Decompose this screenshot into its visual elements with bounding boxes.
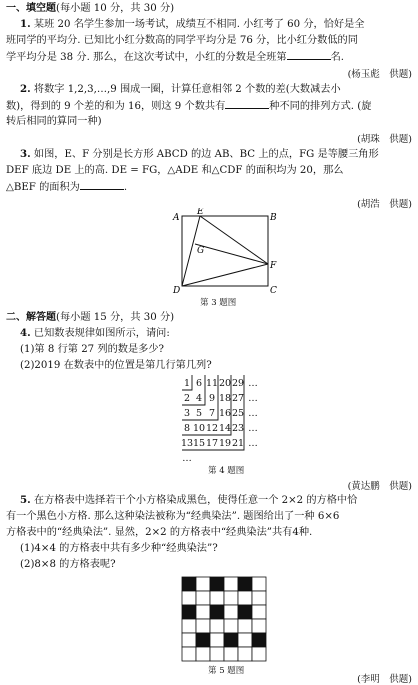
q2-line-3: 转后相同的算同一种) xyxy=(6,116,102,127)
table-cell: 29 xyxy=(231,378,245,389)
q3-answer-blank[interactable] xyxy=(80,180,124,190)
q2-line-2: 数)，得到的 9 个差的和为 16，则这 9 个数共有 xyxy=(6,101,226,112)
q1-line-2: 班同学的平均分. 已知比小红分数高的同学平均分是 76 分，比小红分数低的同 xyxy=(6,35,358,46)
section-answer-header xyxy=(6,311,174,324)
section-answer-title: 二、解答题 xyxy=(6,312,56,323)
table-cell: 11 xyxy=(205,378,219,389)
grid-cell-white xyxy=(210,591,224,605)
table-cell: … xyxy=(248,393,258,404)
table-cell: 13 xyxy=(180,438,194,449)
q4-figure-caption: 第 4 题图 xyxy=(208,466,245,476)
grid-cell-white xyxy=(238,591,252,605)
q4-line-1: 已知数表规律如图所示，请问: xyxy=(33,328,170,339)
section-answer-note: (每小题 15 分，共 30 分) xyxy=(56,312,175,323)
table-cell: 14 xyxy=(218,423,232,434)
table-cell: 8 xyxy=(183,423,191,434)
q4-credit: (黄达鹏 供题) xyxy=(347,481,412,492)
q5-line-5: (2)8×8 的方格表呢? xyxy=(20,559,116,570)
grid-cell-black xyxy=(196,633,210,647)
q5-line-2: 有一个黑色小方格. 那么这种染法被称为“经典染法”. 题图给出了一种 6×6 xyxy=(6,511,340,522)
grid-cell-white xyxy=(224,647,238,661)
q5-line-1: 在方格表中选择若干个小方格染成黑色，使得任意一个 2×2 的方格中恰 xyxy=(33,495,358,506)
grid-cell-white xyxy=(238,619,252,633)
label-f: F xyxy=(270,261,277,271)
q5-credit: (李明 供题) xyxy=(357,674,412,685)
label-d: D xyxy=(173,286,181,294)
segment-df xyxy=(182,264,268,286)
grid-cell-black xyxy=(252,633,266,647)
label-b: B xyxy=(270,213,277,223)
table-cell: 4 xyxy=(195,393,203,404)
table-cell: 21 xyxy=(231,438,245,449)
label-c: C xyxy=(270,286,277,294)
table-cell: 2 xyxy=(183,393,191,404)
table-cell: … xyxy=(248,378,258,389)
table-cell: … xyxy=(182,453,192,462)
grid-cell-white xyxy=(182,619,196,633)
grid-cell-white xyxy=(182,633,196,647)
grid-cell-white xyxy=(238,647,252,661)
grid-cell-white xyxy=(196,619,210,633)
grid-cell-white xyxy=(196,577,210,591)
q4-number: 4. xyxy=(20,327,31,339)
grid-cell-white xyxy=(196,605,210,619)
table-cell: 23 xyxy=(231,423,245,434)
q5-line-3: 方格表中的“经典染法”. 显然，2×2 的方格表中“经典染法”共有4种. xyxy=(6,527,313,538)
table-cell: 20 xyxy=(218,378,232,389)
grid-cell-white xyxy=(252,619,266,633)
section-fill-header xyxy=(6,2,174,15)
segment-fg xyxy=(195,244,268,264)
grid-cell-black xyxy=(182,577,196,591)
q3-line-3-end: . xyxy=(123,182,128,193)
grid-cell-black xyxy=(238,605,252,619)
label-g: G xyxy=(197,246,205,256)
q3-figure-caption: 第 3 题图 xyxy=(200,298,237,308)
grid-cell-black xyxy=(210,577,224,591)
table-cell: … xyxy=(248,408,258,419)
q2-line-2-end: 种不同的排列方式. (旋 xyxy=(269,101,372,112)
grid-cell-white xyxy=(252,591,266,605)
grid-cell-black xyxy=(210,605,224,619)
q3-number: 3. xyxy=(20,148,31,160)
q5-figure-caption: 第 5 题图 xyxy=(208,666,245,676)
table-cell: 25 xyxy=(231,408,245,419)
table-cell: 3 xyxy=(183,408,191,419)
q2-credit: (胡珠 供题) xyxy=(357,134,412,145)
q3-line-2: DEF 底边 DE 上的高. DE = FG，△ADE 和△CDF 的面积均为 20，那么 xyxy=(6,165,344,176)
table-cell: 12 xyxy=(205,423,219,434)
q4-line-3: (2)2019 在数表中的位置是第几行第几列? xyxy=(20,360,212,371)
q3-line-3: △BEF 的面积为 xyxy=(6,182,80,193)
table-cell: 7 xyxy=(208,408,216,419)
grid-cell-white xyxy=(196,591,210,605)
grid-cell-black xyxy=(182,605,196,619)
grid-cell-white xyxy=(238,633,252,647)
grid-cell-white xyxy=(210,633,224,647)
q1-answer-blank[interactable] xyxy=(287,50,331,60)
section-fill-title: 一、填空题 xyxy=(6,3,56,14)
grid-cell-white xyxy=(224,605,238,619)
q3-figure xyxy=(170,208,282,294)
grid-cell-white xyxy=(210,647,224,661)
table-cell: 15 xyxy=(192,438,206,449)
q1-line-3-end: 名. xyxy=(330,52,345,63)
table-cell: 17 xyxy=(205,438,219,449)
grid-cell-white xyxy=(224,619,238,633)
q1-number: 1. xyxy=(20,18,31,30)
table-cell: … xyxy=(248,438,258,449)
q1-line-3: 学平均分是 38 分. 那么，在这次考试中，小红的分数是全班第 xyxy=(6,52,287,63)
label-a: A xyxy=(173,213,180,223)
label-e: E xyxy=(197,208,204,217)
table-cell: … xyxy=(248,423,258,434)
grid-cell-white xyxy=(224,591,238,605)
q4-line-2: (1)第 8 行第 27 列的数是多少? xyxy=(20,344,164,355)
q1-line-1: 某班 20 名学生参加一场考试，成绩互不相同. 小红考了 60 分，恰好是全 xyxy=(33,19,365,30)
table-cell: 1 xyxy=(183,378,191,389)
q2-line-1: 将数字 1,2,3,…,9 围成一圈，计算任意相邻 2 个数的差(大数减去小 xyxy=(33,84,341,95)
q2-answer-blank[interactable] xyxy=(225,99,269,109)
grid-cell-white xyxy=(224,577,238,591)
q3-credit: (胡浩 供题) xyxy=(357,199,412,210)
grid-cell-white xyxy=(210,619,224,633)
grid-cell-white xyxy=(252,577,266,591)
q2-number: 2. xyxy=(20,83,31,95)
table-cell: 18 xyxy=(218,393,232,404)
q5-coloring-grid xyxy=(181,576,267,662)
q5-line-4: (1)4×4 的方格表中共有多少种“经典染法”? xyxy=(20,543,218,554)
q3-line-1: 如图，E、F 分别是长方形 ABCD 的边 AB、BC 上的点，FG 是等腰三角形 xyxy=(33,149,379,160)
grid-cell-black xyxy=(238,577,252,591)
table-cell: 5 xyxy=(195,408,203,419)
grid-cell-white xyxy=(252,605,266,619)
table-cell: 16 xyxy=(218,408,232,419)
table-cell: 9 xyxy=(208,393,216,404)
segment-ef xyxy=(200,216,268,264)
table-cell: 27 xyxy=(231,393,245,404)
section-fill-note: (每小题 10 分，共 30 分) xyxy=(56,3,175,14)
q1-credit: (杨玉彪 供题) xyxy=(347,69,412,80)
grid-cell-white xyxy=(252,647,266,661)
grid-cell-black xyxy=(224,633,238,647)
grid-cell-white xyxy=(182,647,196,661)
table-cell: 6 xyxy=(195,378,203,389)
table-cell: 10 xyxy=(192,423,206,434)
q4-number-table xyxy=(180,374,276,462)
q5-number: 5. xyxy=(20,494,31,506)
grid-cell-white xyxy=(196,647,210,661)
grid-cell-white xyxy=(182,591,196,605)
table-cell: 19 xyxy=(218,438,232,449)
